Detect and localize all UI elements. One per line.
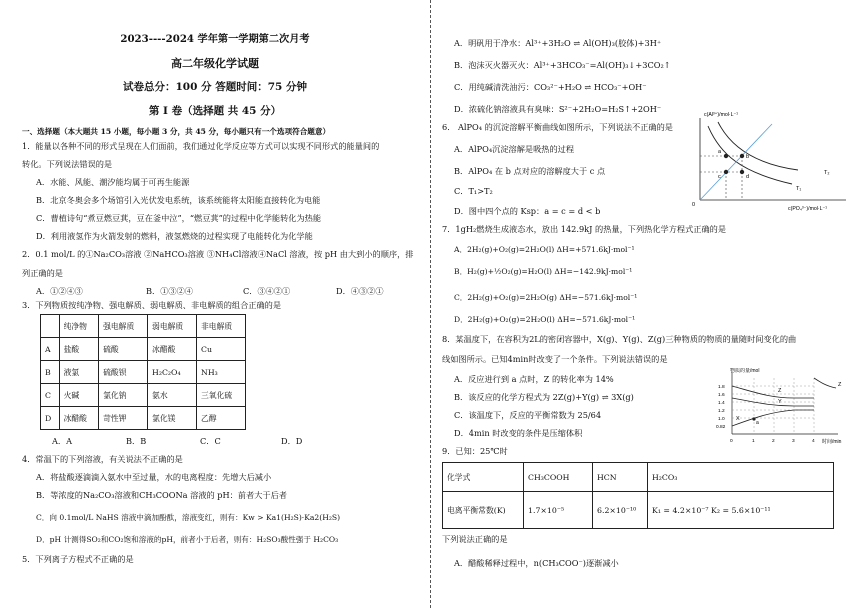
table-cell: 电离平衡常数(K) (443, 492, 524, 529)
y-tick: 1.2 (718, 409, 725, 414)
q7-option-d: D．2H₂(g)+O₂(g)=2H₂O(l) ΔH=−571.6kJ·mol⁻¹ (454, 315, 636, 324)
series-z-after (814, 378, 836, 388)
table-cell: 三氧化硫 (197, 384, 246, 407)
table-cell: 氯化镁 (148, 407, 197, 430)
table-cell: 硫酸钡 (99, 361, 148, 384)
table-row (41, 338, 246, 361)
table-cell: 盐酸 (59, 338, 98, 361)
q9-table (442, 462, 834, 529)
q7-option-b: B．H₂(g)+½O₂(g)=H₂O(l) ΔH=−142.9kJ·mol⁻¹ (454, 267, 633, 276)
table-cell: 纯净物 (59, 315, 98, 338)
part-title: 第 I 卷（选择题 共 45 分） (148, 105, 282, 117)
label-z-after: Z (838, 382, 842, 388)
diagonal-line (700, 124, 772, 200)
table-cell: 乙醇 (197, 407, 246, 430)
x-tick: 1 (752, 439, 755, 444)
q8-stem-line1: 8．某温度下，在容积为2L的密闭容器中，X(g)、Y(g)、Z(g)三种物质的物质的量随时间变化的曲 (442, 334, 797, 344)
label-a: a (718, 149, 722, 155)
q3-stem: 3．下列物质按纯净物、强电解质、弱电解质、非电解质的组合正确的是 (22, 300, 282, 310)
right-column (432, 0, 860, 608)
q8-option-d: D．4min 时改变的条件是压缩体积 (454, 428, 583, 438)
table-cell: H₂CO₃ (648, 463, 834, 492)
fig8-xlabel: 时间/min (822, 439, 842, 444)
point-c (724, 170, 728, 174)
x-tick: 0 (730, 439, 733, 444)
table-row (41, 384, 246, 407)
q4-option-d: D．pH 计测得SO₂和CO₂饱和溶液的pH，前者小于后者，则有：H₂SO₃酸性强于 H₂CO₃ (36, 535, 339, 544)
y-tick: 0.82 (716, 425, 726, 430)
y-tick: 1.8 (718, 385, 725, 390)
x-tick: 2 (772, 439, 775, 444)
x-tick: 3 (792, 439, 795, 444)
table-row (41, 361, 246, 384)
q5-option-a: A．明矾用于净水：Al³⁺+3H₂O ⇌ Al(OH)₃(胶体)+3H⁺ (454, 38, 662, 48)
table-cell: 氯化钠 (99, 384, 148, 407)
label-y: Y (778, 399, 782, 405)
table-cell: A (41, 338, 60, 361)
q3-table (40, 314, 246, 430)
q6-solubility-figure (686, 110, 854, 214)
q2-stem-line2: 列正确的是 (22, 268, 63, 278)
label-t2: T₂ (824, 170, 830, 176)
table-cell: H₂C₂O₄ (148, 361, 197, 384)
q4-option-a: A．将盐酸逐滴滴入氨水中至过量，水的电离程度：先增大后减小 (36, 472, 272, 482)
y-tick: 1.4 (718, 401, 725, 406)
q8-option-c: C．该温度下，反应的平衡常数为 25/64 (454, 410, 602, 420)
q9-option-a: A．醋酸稀释过程中，n(CH₃COO⁻)逐渐减小 (454, 558, 619, 568)
table-cell: 弱电解质 (148, 315, 197, 338)
q8-amount-time-figure (714, 368, 854, 444)
label-t1: T₁ (796, 186, 802, 192)
q3-option-a: A．A (52, 436, 73, 446)
fig6-ylabel: c(Al³⁺)/mol·L⁻¹ (704, 112, 739, 118)
table-cell: 强电解质 (99, 315, 148, 338)
q5-option-b: B．泡沫灭火器灭火：Al³⁺+3HCO₃⁻=Al(OH)₃↓+3CO₂↑ (454, 60, 671, 70)
q6-option-b: B．AlPO₄ 在 b 点对应的溶解度大于 c 点 (454, 166, 606, 176)
q3-option-c: C．C (200, 436, 221, 446)
curve-t1 (718, 122, 798, 170)
label-c: c (718, 174, 721, 180)
label-a: a (756, 420, 759, 426)
point-b (740, 154, 744, 158)
q6-stem: 6． AlPO₄ 的沉淀溶解平衡曲线如图所示，下列说法不正确的是 (442, 122, 673, 132)
q1-option-c: C．曹植诗句“煮豆燃豆萁，豆在釜中泣”，“燃豆萁”的过程中化学能转化为热能 (36, 213, 322, 223)
table-cell: D (41, 407, 60, 430)
series-z (732, 386, 814, 398)
q8-stem-line2: 线如图所示。已知4min时改变了一个条件。下列说法错误的是 (442, 354, 668, 364)
q5-option-c: C．用纯碱清洗油污：CO₃²⁻+H₂O ⇌ HCO₃⁻+OH⁻ (454, 82, 647, 92)
exam-subtitle: 高二年级化学试题 (171, 57, 259, 70)
table-row (41, 407, 246, 430)
q3-option-d: D．D (281, 436, 303, 446)
table-row (443, 463, 834, 492)
q2-option-a: A．①②④③ (36, 286, 83, 296)
q4-option-b: B．等浓度的Na₂CO₃溶液和CH₃COONa 溶液的 pH：前者大于后者 (36, 490, 287, 500)
q3-option-b: B．B (126, 436, 147, 446)
label-b: b (746, 154, 750, 160)
label-x: X (736, 416, 740, 422)
q2-option-b: B．①③②④ (146, 286, 193, 296)
table-cell: 冰醋酸 (59, 407, 98, 430)
table-cell: NH₃ (197, 361, 246, 384)
q1-option-d: D．利用液氢作为火箭发射的燃料，液氢燃烧的过程实现了电能转化为化学能 (36, 231, 313, 241)
label-z: Z (778, 388, 782, 394)
table-cell: 6.2×10⁻¹⁰ (593, 492, 648, 529)
q7-stem: 7．1gH₂燃烧生成液态水，放出 142.9kJ 的热量，下列热化学方程式正确的是 (442, 224, 727, 234)
q6-option-a: A．AlPO₄沉淀溶解是吸热的过程 (454, 144, 575, 154)
table-cell: 冰醋酸 (148, 338, 197, 361)
q6-option-c: C．T₁>T₂ (454, 186, 493, 196)
table-cell: Cu (197, 338, 246, 361)
fig8-ylabel: 物质的量/mol (730, 368, 760, 374)
q1-option-a: A．水能、风能、潮汐能均属于可再生能源 (36, 177, 190, 187)
q5-stem: 5．下列离子方程式不正确的是 (22, 554, 134, 564)
table-cell (41, 315, 60, 338)
x-tick: 4 (812, 439, 815, 444)
q9-followup: 下列说法正确的是 (442, 534, 508, 544)
y-tick: 1.0 (718, 417, 725, 422)
table-cell: 液氯 (59, 361, 98, 384)
q1-stem-line2: 转化。下列说法错误的是 (22, 159, 113, 169)
q5-option-d: D．浓硫化钠溶液具有臭味：S²⁻+2H₂O=H₂S↑+2OH⁻ (454, 104, 662, 114)
table-cell: K₁ = 4.2×10⁻⁷ K₂ = 5.6×10⁻¹¹ (648, 492, 834, 529)
fig6-xlabel: c(PO₄³⁻)/mol·L⁻¹ (788, 206, 828, 212)
section-instruction: 一、选择题（本大题共 15 小题，每小题 3 分，共 45 分，每小题只有一个选项符合题意） (22, 127, 331, 136)
q2-option-c: C．③④②① (243, 286, 291, 296)
point-d (740, 170, 744, 174)
table-cell: 化学式 (443, 463, 524, 492)
column-divider (430, 0, 431, 608)
table-cell: C (41, 384, 60, 407)
label-d: d (746, 174, 750, 180)
q7-option-a: A．2H₂(g)+O₂(g)=2H₂O(l) ΔH=+571.6kJ·mol⁻¹ (454, 245, 635, 254)
table-cell: 硫酸 (99, 338, 148, 361)
y-tick: 1.6 (718, 393, 725, 398)
q1-stem-line1: 1．能量以各种不同的形式呈现在人们面前，我们通过化学反应等方式可以实现不同形式的能量间的 (22, 141, 380, 151)
exam-meta: 试卷总分：100 分 答题时间：75 分钟 (123, 81, 307, 93)
table-cell: CH₃COOH (524, 463, 593, 492)
table-cell: 非电解质 (197, 315, 246, 338)
table-cell: B (41, 361, 60, 384)
q1-option-b: B．北京冬奥会多个场馆引入光伏发电系统，该系统能将太阳能直接转化为电能 (36, 195, 321, 205)
q6-option-d: D．图中四个点的 Ksp：a = c = d < b (454, 206, 601, 216)
q9-stem: 9．已知：25℃时 (442, 446, 508, 456)
table-cell: HCN (593, 463, 648, 492)
q7-option-c: C．2H₂(g)+O₂(g)=2H₂O(g) ΔH=−571.6kJ·mol⁻¹ (454, 293, 638, 302)
table-row (41, 315, 246, 338)
table-cell: 火碱 (59, 384, 98, 407)
q8-option-a: A．反应进行到 a 点时，Z 的转化率为 14% (454, 374, 614, 384)
table-cell: 1.7×10⁻⁵ (524, 492, 593, 529)
table-cell: 苛性钾 (99, 407, 148, 430)
fig6-origin: 0 (692, 202, 696, 208)
q4-stem: 4．常温下的下列溶液，有关说法不正确的是 (22, 454, 183, 464)
table-row (443, 492, 834, 529)
q2-stem-line1: 2．0.1 mol/L 的①Na₂CO₃溶液 ②NaHCO₃溶液 ③NH₄Cl溶液④NaCl 溶液，按 pH 由大到小的顺序，排 (22, 249, 414, 259)
q8-option-b: B．该反应的化学方程式为 2Z(g)+Y(g) ⇌ 3X(g) (454, 392, 634, 402)
exam-title: 2023----2024 学年第一学期第二次月考 (120, 33, 310, 45)
table-cell: 氨水 (148, 384, 197, 407)
point-a (724, 154, 728, 158)
q4-option-c: C．向 0.1mol/L NaHS 溶液中滴加酚酞，溶液变红，则有：Kw > Ka1(H₂S)·Ka2(H₂S) (36, 513, 341, 522)
q2-option-d: D．④③②① (336, 286, 384, 296)
